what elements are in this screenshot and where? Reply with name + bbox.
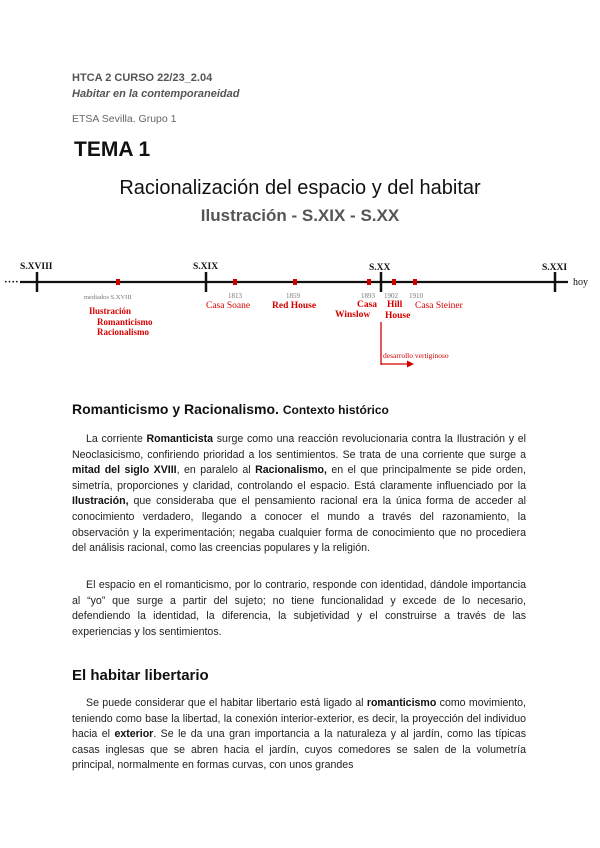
year-1813: 1813 [228,292,242,300]
movement-racionalismo: Racionalismo [97,327,150,337]
page-subtitle: Ilustración - S.XIX - S.XX [200,206,400,225]
page-title: Racionalización del espacio y del habitar [119,177,481,199]
timeline-left-ellipsis: ···· [4,276,19,288]
bold-romanticismo: romanticismo [366,697,437,709]
section-title: Romanticismo y Racionalismo. [72,401,279,417]
marker-1859 [293,279,297,285]
event-casa-soane: Casa Soane [206,301,251,311]
timeline-today-label: hoy [573,277,588,288]
bold-exterior: exterior [114,728,154,741]
subject-name: Habitar en la contemporaneidad [72,88,240,100]
bold-romanticista: Romanticista [146,433,214,445]
tema-heading: TEMA 1 [74,138,151,161]
arrow-head-icon [407,361,414,368]
marker-1910 [413,279,417,285]
bold-mitad-siglo: mitad del siglo XVIII [72,464,177,477]
year-1893: 1893 [361,292,375,300]
year-1910: 1910 [409,292,423,300]
event-red-house: Red House [272,301,317,311]
movement-romanticismo: Romanticismo [97,317,153,327]
year-1859: 1859 [286,292,300,300]
event-casa-winslow-1: Casa [357,300,378,310]
event-hill-house-2: House [385,311,411,321]
school-group: ETSA Sevilla. Grupo 1 [72,113,177,125]
arrow-label: desarrollo vertiginoso [383,351,449,360]
movement-ilustracion: Ilustración [89,306,132,316]
event-casa-steiner: Casa Steiner [415,301,463,311]
century-label-s21: S.XXI [542,263,568,273]
section-heading-romanticismo [72,401,389,417]
marker-mid-s18 [116,279,120,285]
note-mid-s18: mediados S.XVIII [84,294,132,301]
course-code: HTCA 2 CURSO 22/23_2.04 [72,72,213,84]
timeline-diagram [0,250,600,370]
paragraph-romanticismo-2: El espacio en el romanticismo, por lo contrario, responde con identidad, dándole importancia al “yo” que surge a partir del sujeto; no tiene funcionalidad y excede de lo necesario, defendiendo la identidad, la diferencia, la subjetividad y el construirse a través de las experiencias y los sentimientos. [72,579,526,638]
century-label-s18: S.XVIII [20,262,53,272]
marker-1813 [233,279,237,285]
century-label-s19: S.XIX [193,262,219,272]
marker-1893 [367,279,371,285]
year-1902: 1902 [384,292,398,300]
paragraph-romanticismo-1: La corriente Romanticista surge como una reacción revolucionaria contra la Ilustración y el Neoclasicismo, confiriendo prioridad a los sentimientos. Se trata de una corriente que surge a mitad del siglo XVIII, en paralelo al Racionalismo, en el que principalmente se pide orden, simetría, proporciones y claridad, controlando el espacio. Está claramente influenciado por la Ilustración, que consideraba que el pensamiento racional era la única forma de acceder al conocimiento verdadero, llegando a conocer el mundo a través del razonamiento, la observación y la experimentación; negaba cualquier forma de conocimiento que no procediera del análisis racional, como las creencias populares y la religión. [72,433,526,555]
century-label-s20: S.XX [369,263,391,273]
section-title-small: Contexto histórico [282,403,389,417]
bold-racionalismo: Racionalismo, [255,464,327,477]
paragraph-habitar-1: Se puede considerar que el habitar libertario está ligado al romanticismo como movimiento, teniendo como base la libertad, la conexión interior-exterior, es decir, la proyección del individuo hacia el exterior. Se le da una gran importancia a la naturaleza y al jardín, como las típicas casas inglesas que se abren hacia el jardín, cuyos comedores se salen de la volumetría principal, normalmente en formas curvas, con unos grandes [72,697,527,772]
bold-ilustracion: Ilustración, [72,495,129,508]
event-hill-house-1: Hill [387,300,403,310]
event-casa-winslow-2: Winslow [335,310,371,320]
marker-1902 [392,279,396,285]
section-heading-habitar: El habitar libertario [72,667,209,684]
